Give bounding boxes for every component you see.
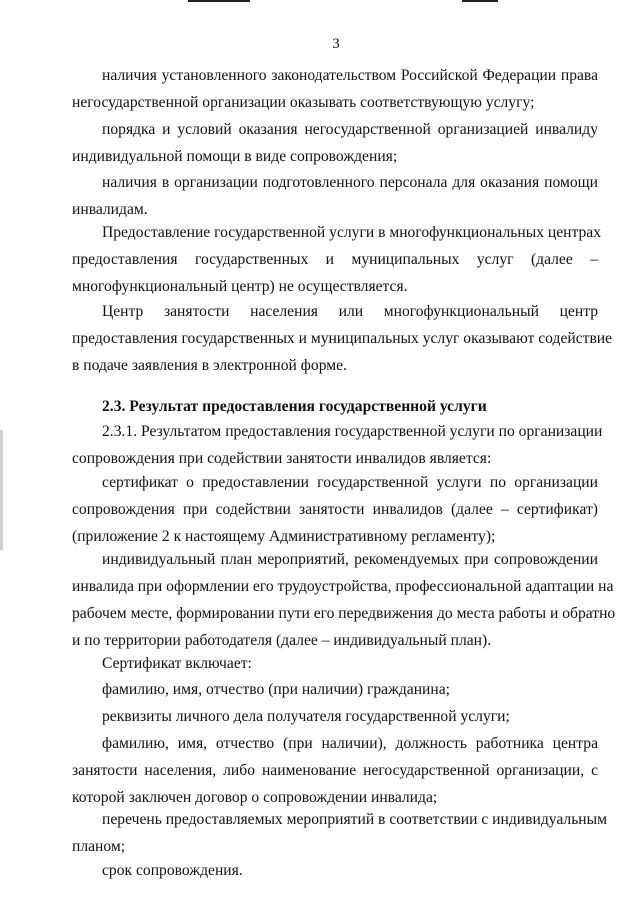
paragraph-line: индивидуальный план мероприятий, рекомендуемых при сопровождении — [102, 551, 598, 568]
paragraph-line: фамилию, имя, отчество (при наличии) гражданина; — [102, 681, 451, 698]
paragraph-line: 2.3.1. Результатом предоставления государственной услуги по организации — [102, 423, 603, 440]
section-heading: 2.3. Результат предоставления государственной услуги — [102, 398, 487, 415]
paragraph-line: наличия в организации подготовленного персонала для оказания помощи — [102, 174, 598, 191]
paragraph-line: наличия установленного законодательством Российской Федерации права — [102, 67, 598, 84]
paragraph-line: занятости населения, либо наименование негосударственной организации, с — [72, 762, 598, 779]
paragraph-line: многофункциональный центр) не осуществляется. — [72, 278, 408, 295]
paragraph-line: в подаче заявления в электронной форме. — [72, 357, 347, 374]
paragraph-line: и по территории работодателя (далее – индивидуальный план). — [72, 632, 492, 649]
paragraph-11 — [72, 703, 598, 730]
paragraph-line: инвалида при оформлении его трудоустройства, профессиональной адаптации на — [72, 578, 614, 595]
scan-top-mark-left — [188, 0, 250, 2]
paragraph-line: индивидуальной помощи в виде сопровождения; — [72, 148, 398, 165]
paragraph-10 — [72, 676, 598, 703]
paragraph-line: Предоставление государственной услуги в многофункциональных центрах — [102, 224, 602, 241]
paragraph-line: срок сопровождения. — [102, 862, 243, 879]
paragraph-4 — [72, 219, 602, 300]
paragraph-line: планом; — [72, 838, 126, 855]
paragraph-line: которой заключен договор о сопровождении инвалида; — [72, 789, 438, 806]
paragraph-line: негосударственной организации оказывать соответствующую услугу; — [72, 94, 535, 111]
paragraph-1 — [72, 62, 598, 116]
scan-edge-shadow — [0, 430, 3, 550]
paragraph-5 — [72, 298, 613, 379]
paragraph-3 — [72, 169, 598, 223]
paragraph-line: сертификат о предоставлении государственной услуги по организации — [102, 474, 598, 491]
paragraph-line: инвалидам. — [72, 201, 148, 218]
paragraph-line: Центр занятости населения или многофункциональный центр — [102, 303, 598, 320]
page-number: 3 — [332, 36, 340, 52]
paragraph-6 — [72, 418, 603, 472]
paragraph-line: реквизиты личного дела получателя государственной услуги; — [102, 708, 510, 725]
paragraph-line: порядка и условий оказания негосударственной организацией инвалиду — [102, 121, 598, 138]
paragraph-line: рабочем месте, формировании пути его передвижения до места работы и обратно — [72, 605, 616, 622]
paragraph-line: предоставления государственных и муниципальных услуг оказывают содействие — [72, 330, 613, 347]
scan-top-mark-right — [462, 0, 498, 2]
paragraph-13 — [72, 806, 607, 860]
paragraph-line: предоставления государственных и муниципальных услуг (далее – — [72, 251, 598, 268]
paragraph-line: сопровождения при содействии занятости инвалидов является: — [72, 450, 492, 467]
paragraph-line: перечень предоставляемых мероприятий в соответствии с индивидуальным — [102, 811, 607, 828]
paragraph-line: сопровождения при содействии занятости инвалидов (далее – сертификат) — [72, 501, 598, 518]
paragraph-line: (приложение 2 к настоящему Административному регламенту); — [72, 528, 496, 545]
paragraph-12 — [72, 730, 598, 811]
paragraph-line: Сертификат включает: — [102, 655, 252, 672]
paragraph-14 — [72, 857, 598, 884]
paragraph-8 — [72, 546, 616, 654]
paragraph-line: фамилию, имя, отчество (при наличии), должность работника центра — [102, 735, 598, 752]
paragraph-2 — [72, 116, 598, 170]
paragraph-9 — [72, 650, 598, 677]
paragraph-7 — [72, 469, 598, 550]
